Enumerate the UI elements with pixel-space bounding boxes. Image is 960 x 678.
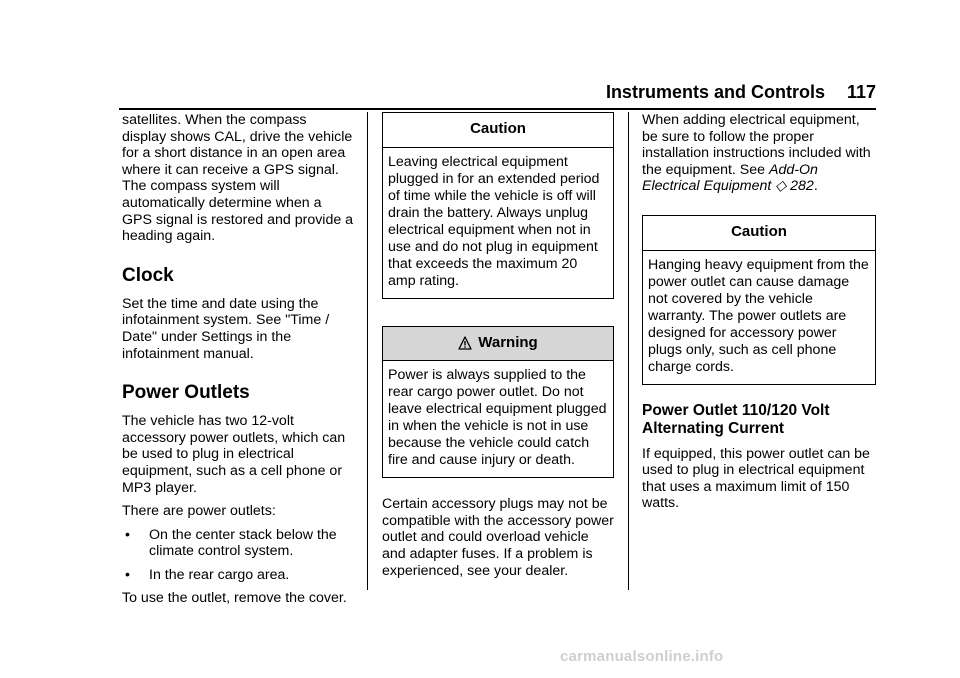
caution-title: Caution bbox=[383, 113, 613, 148]
accessory-plugs-paragraph: Certain accessory plugs may not be compatible with the accessory power outlet and could overload vehicle and adapter fuses. If a problem is experienced, see your dealer. bbox=[382, 496, 614, 579]
list-item bbox=[122, 567, 354, 584]
caution-text-2: Hanging heavy equipment from the power outlet can cause damage not covered by the vehicle warranty. The power outlets are designed for accessory power plugs only, such as cell phone charge cords. bbox=[648, 256, 869, 375]
page-number: 117 bbox=[846, 82, 876, 102]
outlets-paragraph-2: There are power outlets: bbox=[122, 503, 276, 520]
list-item-text: In the rear cargo area. bbox=[149, 566, 290, 583]
add-on-electrical-link[interactable]: Add-On Electrical Equipment bbox=[642, 161, 818, 195]
clock-paragraph: Set the time and date using the infotainment system. See "Time / Date" under Settings in the infotainment manual. bbox=[122, 295, 330, 362]
caution-box-2 bbox=[642, 215, 876, 385]
power-outlets-heading: Power Outlets bbox=[122, 382, 250, 404]
list-item bbox=[122, 527, 354, 560]
list-item-text: On the center stack below the climate control system. bbox=[149, 526, 337, 560]
column-divider-1 bbox=[367, 112, 368, 590]
ac-outlet-paragraph: If equipped, this power outlet can be used to plug in electrical equipment that uses a maximum limit of 150 watts. bbox=[642, 445, 870, 512]
warning-header bbox=[383, 327, 613, 362]
bullet-symbol: • bbox=[125, 566, 130, 583]
compass-paragraph: satellites. When the compass display shows CAL, drive the vehicle for a short distance in an open area where it can receive a GPS signal. The compass system will automatically determine when a GPS signal is restored and provide a heading again. bbox=[122, 112, 354, 245]
column-2 bbox=[382, 112, 614, 579]
watermark: carmanualsonline.info bbox=[560, 648, 724, 665]
warning-triangle-icon bbox=[458, 336, 472, 350]
page-reference: ◇ 282 bbox=[775, 178, 814, 195]
column-1 bbox=[122, 112, 354, 607]
column-3 bbox=[642, 112, 876, 512]
outlets-paragraph-3: To use the outlet, remove the cover. bbox=[122, 590, 347, 607]
clock-heading: Clock bbox=[122, 264, 174, 286]
caution-text: Leaving electrical equipment plugged in for an extended period of time while the vehicle is off will drain the battery. Always unplug electrical equipment when not in use and do not plug in equipment that exceeds the maximum 20 amp rating. bbox=[388, 153, 600, 289]
bullet-symbol: • bbox=[125, 526, 130, 543]
column-divider-2 bbox=[628, 112, 629, 590]
header-rule bbox=[119, 108, 876, 110]
electrical-equipment-paragraph bbox=[642, 112, 876, 195]
paragraph-end: . bbox=[813, 178, 818, 195]
ac-outlet-heading: Power Outlet 110/120 Volt Alternating Current bbox=[642, 401, 830, 437]
caution-title-2: Caution bbox=[643, 216, 875, 251]
section-title: Instruments and Controls bbox=[605, 82, 825, 102]
paragraph-text: When adding electrical equipment, be sure to follow the proper installation instructions included with the equipment. See bbox=[642, 112, 871, 178]
warning-box bbox=[382, 326, 614, 479]
outlets-paragraph-1: The vehicle has two 12-volt accessory power outlets, which can be used to plug in electrical equipment, such as a cell phone or MP3 player. bbox=[122, 413, 346, 496]
warning-title: Warning bbox=[478, 333, 538, 351]
page-header bbox=[606, 82, 876, 103]
caution-box bbox=[382, 112, 614, 299]
warning-text: Power is always supplied to the rear cargo power outlet. Do not leave electrical equipment plugged in when the vehicle is not in use because the vehicle could catch fire and cause injury or death. bbox=[388, 367, 607, 469]
